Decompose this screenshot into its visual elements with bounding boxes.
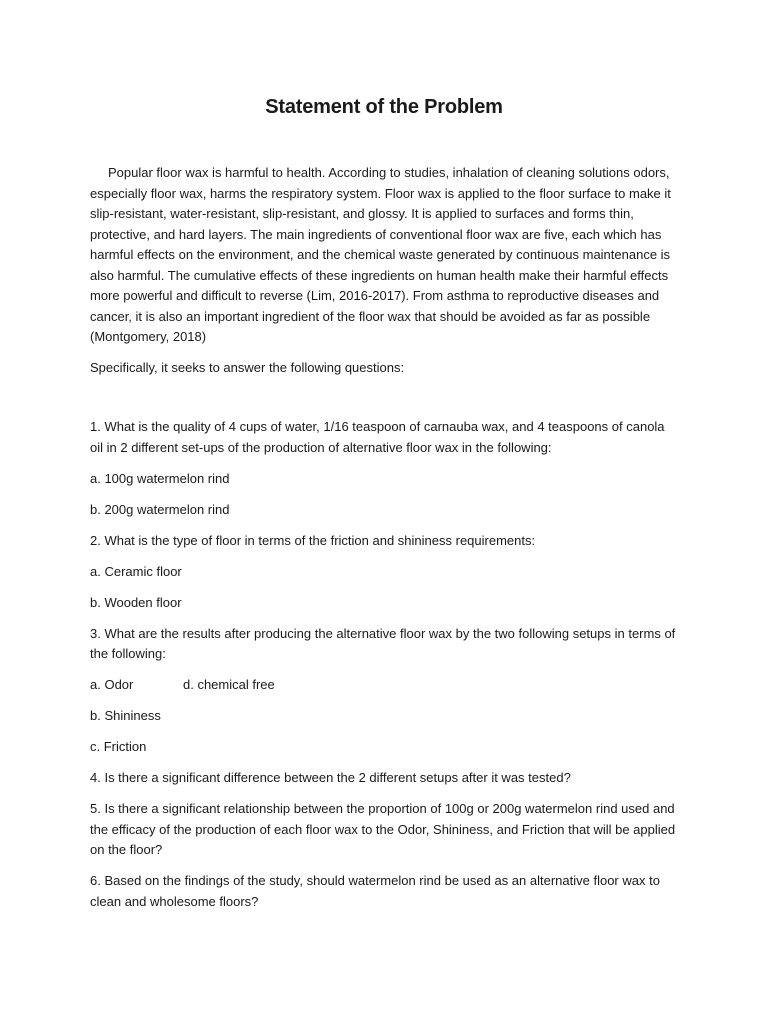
question-2-option-b: b. Wooden floor — [90, 594, 182, 610]
question-2: 2. What is the type of floor in terms of the friction and shininess requirements: — [90, 532, 536, 548]
question-3-options-row — [90, 675, 680, 696]
question-3-option-c: c. Friction — [90, 739, 147, 754]
question-1: 1. What is the quality of 4 cups of water, 1/16 teaspoon of carnauba wax, and 4 teaspoons of canola oil in 2 different set-ups of the production of alternative floor wax in the following: — [90, 419, 665, 455]
document-body — [90, 163, 680, 923]
question-3-option-a: a. Odor — [90, 677, 134, 692]
question-1-option-b: b. 200g watermelon rind — [90, 501, 230, 517]
question-6: 6. Based on the findings of the study, should watermelon rind be used as an alternative floor wax to clean and wholesome floors? — [90, 873, 660, 909]
question-2-option-a: a. Ceramic floor — [90, 563, 182, 579]
question-5: 5. Is there a significant relationship between the proportion of 100g or 200g watermelon rind used and the efficacy of the production of each floor wax to the Odor, Shininess, and Friction that will be applied on the floor? — [90, 801, 676, 857]
question-3-option-b: b. Shininess — [90, 708, 161, 723]
intro-paragraph: Popular floor wax is harmful to health. According to studies, inhalation of cleaning solutions odors, especially floor wax, harms the respiratory system. Floor wax is applied to the floor surface to make it slip-resistant, water-resistant, slip-resistant, and glossy. It is applied to surfaces and forms thin, protective, and hard layers. The main ingredients of conventional floor wax are five, each which has harmful effects on the environment, and the chemical waste generated by continuous maintenance is also harmful. The cumulative effects of these ingredients on human health make their harmful effects more powerful and difficult to reverse (Lim, 2016-2017). From asthma to reproductive diseases and cancer, it is also an important ingredient of the floor wax that should be avoided as far as possible (Montgomery, 2018) — [90, 165, 671, 344]
question-3-option-d: d. chemical free — [183, 677, 275, 692]
question-4: 4. Is there a significant difference between the 2 different setups after it was tested? — [90, 770, 571, 785]
question-1-option-a: a. 100g watermelon rind — [90, 470, 230, 486]
page-title: Statement of the Problem — [265, 96, 503, 118]
question-3: 3. What are the results after producing the alternative floor wax by the two following setups in terms of the following: — [90, 625, 676, 661]
lead-sentence: Specifically, it seeks to answer the following questions: — [90, 359, 405, 375]
